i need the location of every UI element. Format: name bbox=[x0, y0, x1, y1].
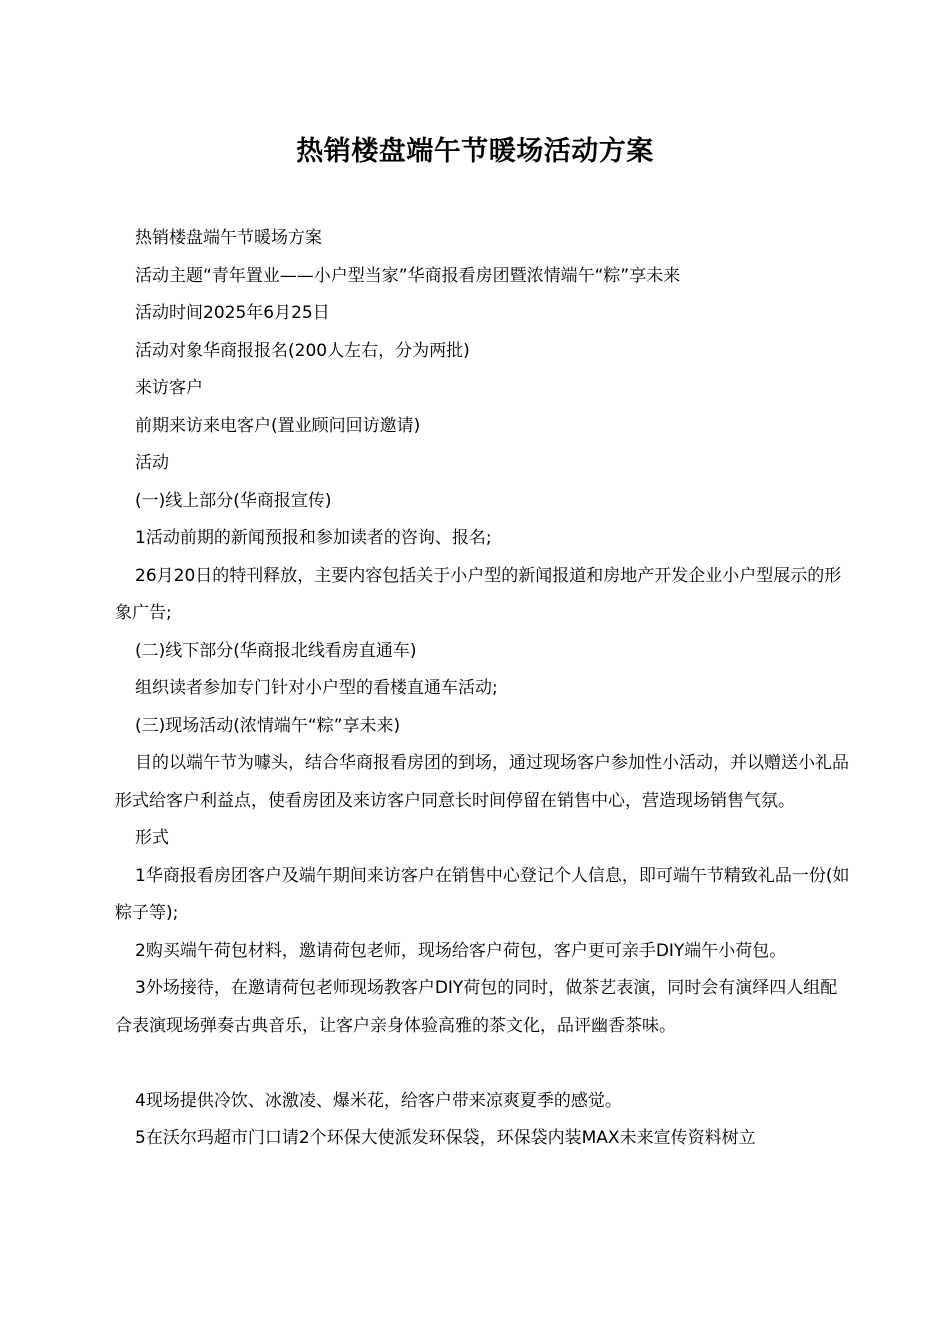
paragraph-offline-section: (二)线下部分(华商报北线看房直通车) bbox=[135, 640, 417, 661]
paragraph-intro: 热销楼盘端午节暖场方案 bbox=[135, 228, 322, 248]
paragraph-format-item-4: 4现场提供冷饮、冰激凌、爆米花，给客户带来凉爽夏季的感觉。 bbox=[135, 1090, 622, 1111]
paragraph-purpose: 目的以端午节为噱头，结合华商报看房团的到场，通过现场客户参加性小活动，并以赠送小礼品形式给客户利益点，使看房团及来访客户同意长时间停留在销售中心，营造现场销售气氛。 bbox=[115, 753, 849, 811]
document-title: 热销楼盘端午节暖场活动方案 bbox=[296, 136, 654, 167]
paragraph-format-item-2: 2购买端午荷包材料，邀请荷包老师，现场给客户荷包，客户更可亲手DIY端午小荷包。 bbox=[135, 940, 787, 961]
paragraph-spacer bbox=[115, 1045, 850, 1083]
document-body bbox=[115, 220, 850, 1158]
paragraph-offline-item: 组织读者参加专门针对小户型的看楼直通车活动; bbox=[135, 678, 498, 698]
paragraph-visitors: 来访客户 bbox=[135, 378, 203, 398]
paragraph-online-item-1: 1活动前期的新闻预报和参加读者的咨询、报名; bbox=[135, 528, 492, 548]
paragraph-format-item-5: 5在沃尔玛超市门口请2个环保大使派发环保袋，环保袋内装MAX未来宣传资料树立 bbox=[135, 1128, 756, 1148]
paragraph-format-item-1: 1华商报看房团客户及端午期间来访客户在销售中心登记个人信息，即可端午节精致礼品一份(如粽子等); bbox=[115, 865, 850, 923]
paragraph-theme: 活动主题“青年置业——小户型当家”华商报看房团暨浓情端午“粽”享未来 bbox=[135, 265, 681, 286]
paragraph-audience: 活动对象华商报报名(200人左右，分为两批) bbox=[135, 340, 470, 361]
paragraph-format-item-3: 3外场接待，在邀请荷包老师现场教客户DIY荷包的同时，做茶艺表演，同时会有演绎四人组配合表演现场弹奏古典音乐，让客户亲身体验高雅的茶文化，品评幽香茶味。 bbox=[115, 978, 838, 1036]
paragraph-onsite-section: (三)现场活动(浓情端午“粽”享未来) bbox=[135, 715, 401, 736]
paragraph-online-section: (一)线上部分(华商报宣传) bbox=[135, 490, 332, 511]
paragraph-online-item-2: 26月20日的特刊释放，主要内容包括关于小户型的新闻报道和房地产开发企业小户型展示的形象广告; bbox=[115, 565, 842, 623]
paragraph-activity-heading: 活动 bbox=[135, 453, 169, 473]
paragraph-prior-visitors: 前期来访来电客户(置业顾问回访邀请) bbox=[135, 415, 421, 436]
paragraph-time: 活动时间2025年6月25日 bbox=[135, 303, 330, 323]
paragraph-format-heading: 形式 bbox=[135, 828, 169, 848]
